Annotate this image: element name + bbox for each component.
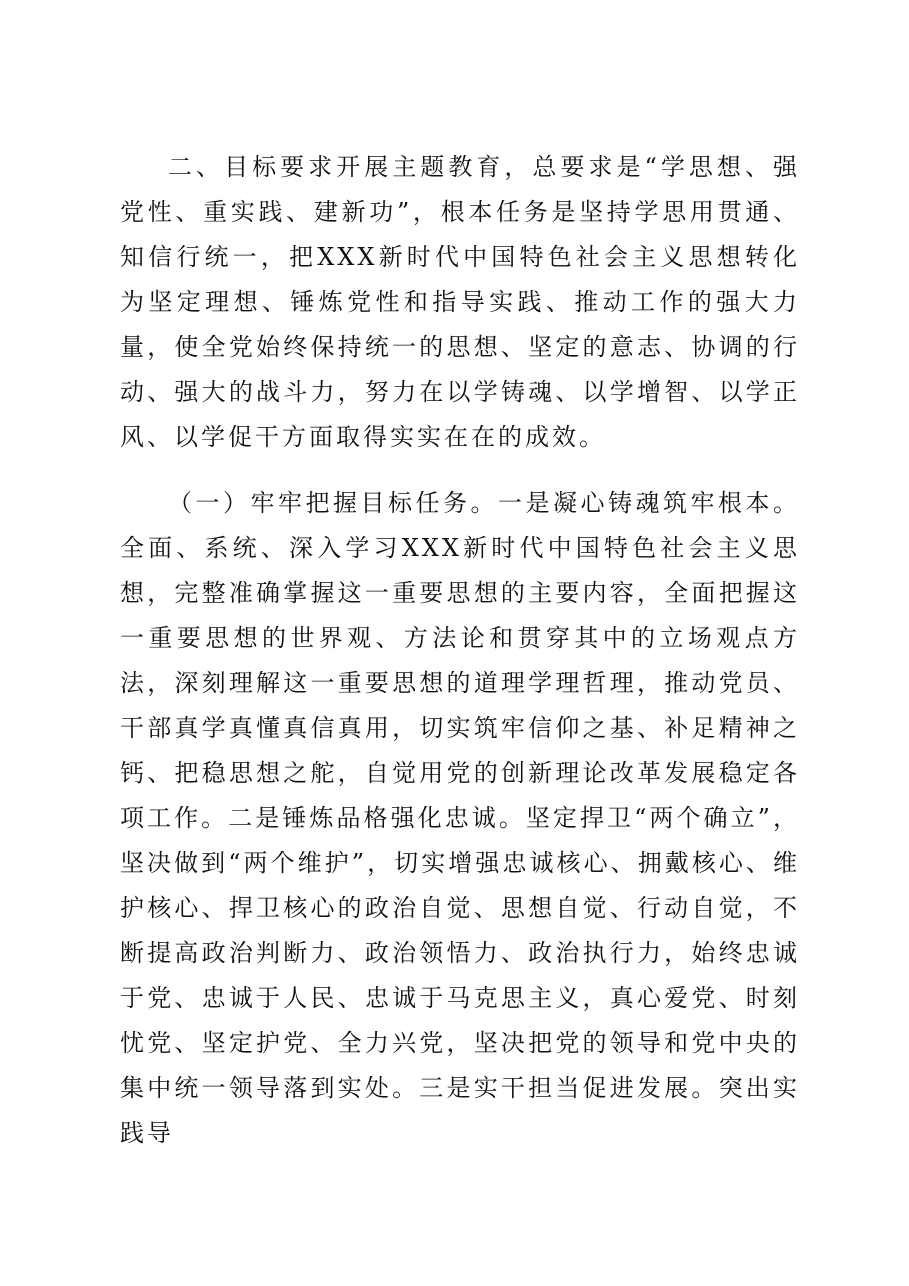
paragraph-tasks: （一）牢牢把握目标任务。一是凝心铸魂筑牢根本。全面、系统、深入学习XXX新时代中国特色社会主义思想，完整准确掌握这一重要思想的主要内容，全面把握这一重要思想的世界观、方法论和贯穿其中的立场观点方法，深刻理解这一重要思想的道理学理哲理，推动党员、干部真学真懂真信真用，切实筑牢信仰之基、补足精神之钙、把稳思想之舵，自觉用党的创新理论改革发展稳定各项工作。二是锤炼品格强化忠诚。坚定捍卫“两个确立”，坚决做到“两个维护”，切实增强忠诚核心、拥戴核心、维护核心、捍卫核心的政治自觉、思想自觉、行动自觉，不断提高政治判断力、政治领悟力、政治执行力，始终忠诚于党、忠诚于人民、忠诚于马克思主义，真心爱党、时刻忧党、坚定护党、全力兴党，坚决把党的领导和党中央的集中统一领导落到实处。三是实干担当促进发展。突出实践导: [120, 489, 800, 1147]
document-body: [120, 145, 800, 1156]
paragraph-goals: 二、目标要求开展主题教育，总要求是“学思想、强党性、重实践、建新功”，根本任务是坚持学思用贯通、知信行统一，把XXX新时代中国特色社会主义思想转化为坚定理想、锤炼党性和指导实践、推动工作的强大力量，使全党始终保持统一的思想、坚定的意志、协调的行动、强大的战斗力，努力在以学铸魂、以学增智、以学正风、以学促干方面取得实实在在的成效。: [120, 153, 800, 451]
